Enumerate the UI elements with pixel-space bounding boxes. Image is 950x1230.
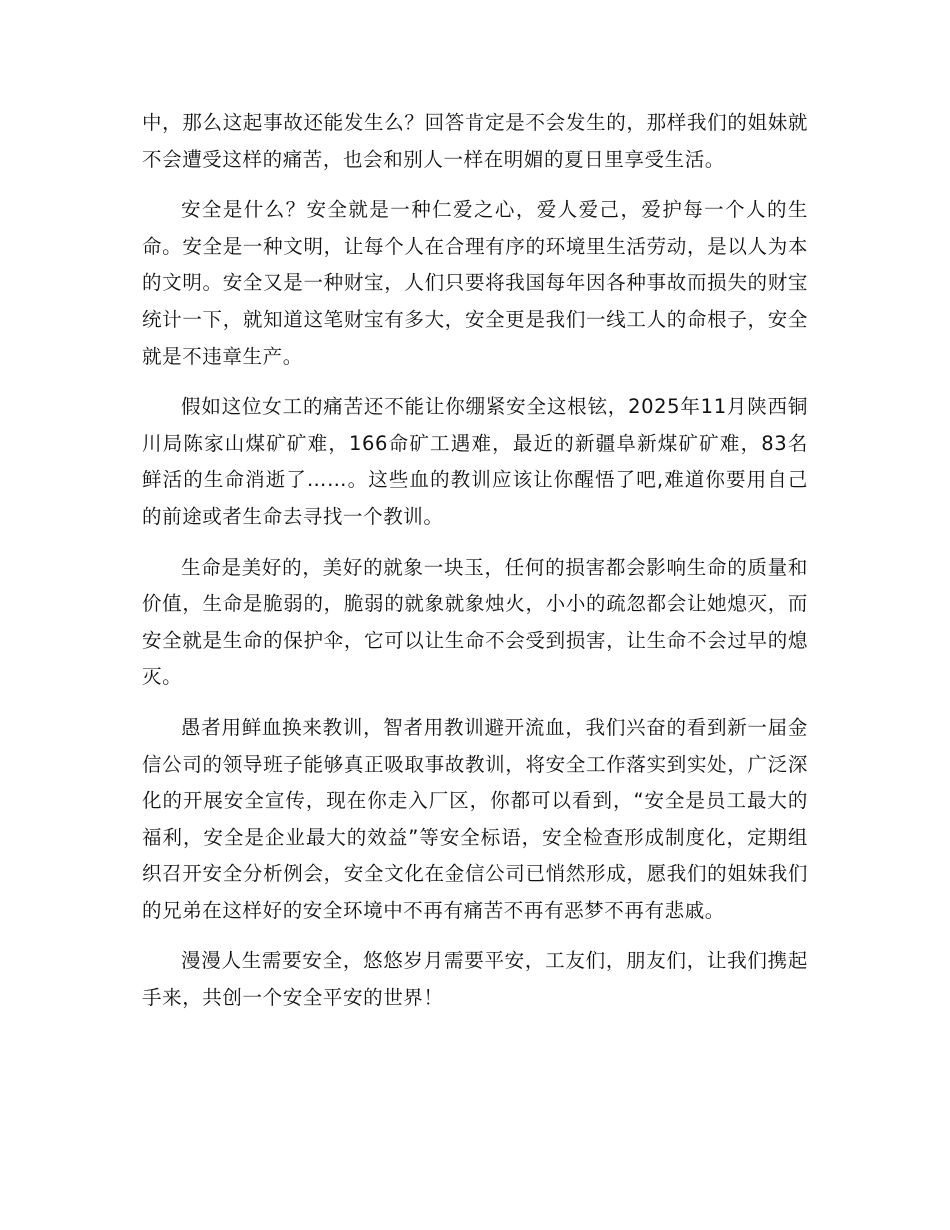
paragraph-2: 安全是什么？安全就是一种仁爱之心，爱人爱己，爱护每一个人的生命。安全是一种文明，让每个人在合理有序的环境里生活劳动，是以人为本的文明。安全又是一种财宝，人们只要将我国每年因各种事故而损失的财宝统计一下，就知道这笔财宝有多大，安全更是我们一线工人的命根子，安全就是不违章生产。 [142,198,808,368]
document-body [142,105,808,1031]
paragraph-5: 愚者用鲜血换来教训，智者用教训避开流血，我们兴奋的看到新一届金信公司的领导班子能够真正吸取事故教训，将安全工作落实到实处，广泛深化的开展安全宣传，现在你走入厂区，你都可以看到，“安全是员工最大的福利，安全是企业最大的效益”等安全标语，安全检查形成制度化，定期组织召开安全分析例会，安全文化在金信公司已悄然形成，愿我们的姐妹我们的兄弟在这样好的安全环境中不再有痛苦不再有恶梦不再有悲戚。 [142,715,808,922]
paragraph-6: 漫漫人生需要安全，悠悠岁月需要平安，工友们，朋友们，让我们携起手来，共创一个安全平安的世界！ [142,949,808,1010]
paragraph-3: 假如这位女工的痛苦还不能让你绷紧安全这根铉，2025年11月陕西铜川局陈家山煤矿矿难，166命矿工遇难，最近的新疆阜新煤矿矿难，83名鲜活的生命消逝了……。这些血的教训应该让你醒悟了吧,难道你要用自己的前途或者生命去寻找一个教训。 [142,395,808,528]
paragraph-4: 生命是美好的，美好的就象一块玉，任何的损害都会影响生命的质量和价值，生命是脆弱的，脆弱的就象就象烛火，小小的疏忽都会让她熄灭，而安全就是生命的保护伞，它可以让生命不会受到损害，让生命不会过早的熄灭。 [142,555,808,689]
paragraph-1: 中，那么这起事故还能发生么？回答肯定是不会发生的，那样我们的姐妹就不会遭受这样的痛苦，也会和别人一样在明媚的夏日里享受生活。 [142,111,808,171]
